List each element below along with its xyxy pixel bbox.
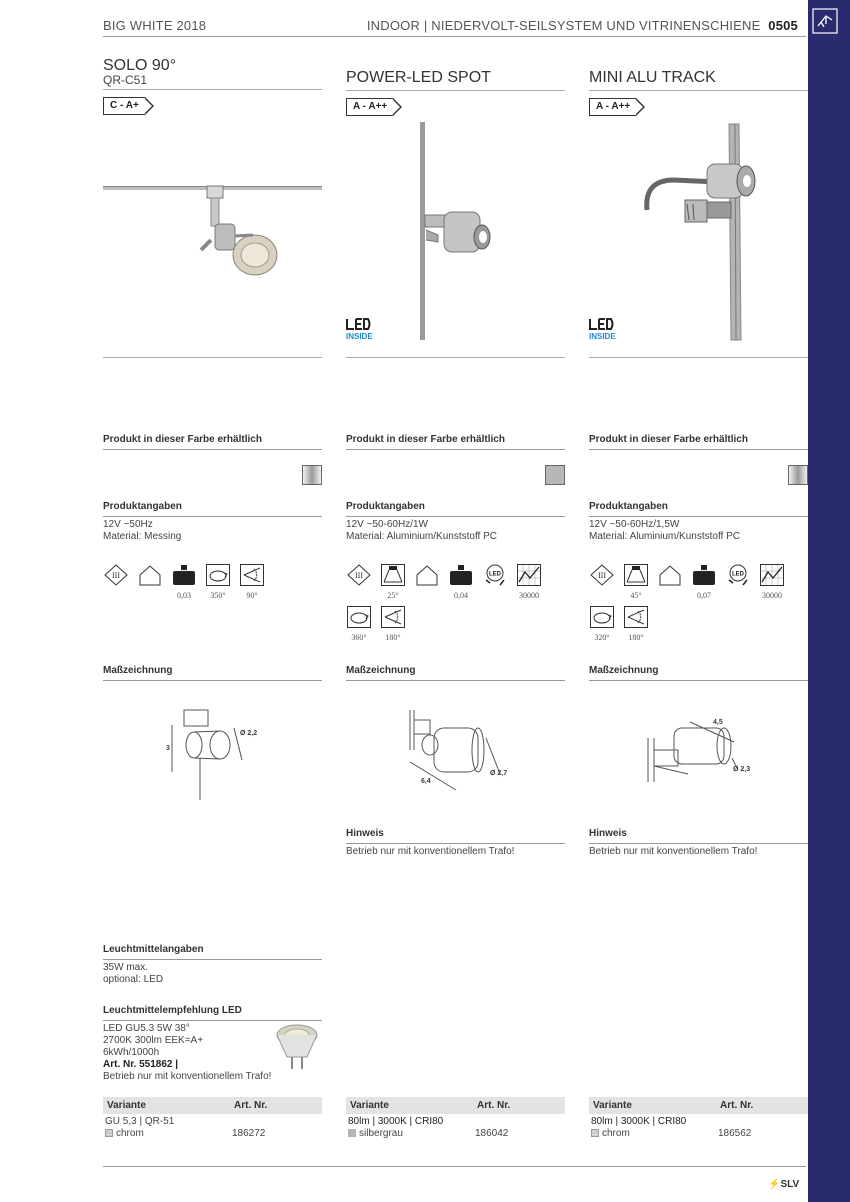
beam-angle-icon: 45°	[623, 564, 649, 600]
beam-angle-icon: 25°	[380, 564, 406, 600]
variant-color-name: silbergrau	[359, 1128, 403, 1139]
weight-icon: 0,04	[448, 564, 474, 600]
catalog-name: BIG WHITE 2018	[103, 18, 207, 33]
variant-table	[589, 1097, 808, 1140]
dimension-diameter: Ø 2,2	[240, 730, 258, 737]
dimension-heading: Maßzeichnung	[346, 665, 565, 681]
header-divider	[103, 36, 806, 37]
rec-line-3: 6kWh/1000h	[103, 1047, 160, 1058]
page-number: 0505	[768, 18, 798, 33]
weight-icon: 0,07	[691, 564, 717, 600]
led-inside-text: INSIDE	[589, 332, 616, 341]
variant-table	[346, 1097, 565, 1140]
product-subtitle: QR-C51	[103, 73, 148, 87]
variant-table-header	[103, 1097, 322, 1114]
col-article: Art. Nr.	[234, 1100, 268, 1111]
dimension-diameter: Ø 2,3	[733, 766, 751, 773]
energy-class	[346, 98, 565, 116]
product-column-power-led	[346, 70, 565, 116]
note-text: Betrieb nur mit konventionellem Trafo!	[346, 846, 515, 857]
indoor-house-icon	[657, 564, 683, 600]
dimension-length: 4,5	[713, 719, 723, 726]
variant-color	[105, 1128, 232, 1140]
specs-heading: Produktangaben	[103, 501, 322, 517]
lifetime-icon: 30000	[516, 564, 542, 600]
table-row	[346, 1116, 565, 1128]
led-inside-badge	[589, 318, 616, 341]
title-divider	[589, 90, 808, 91]
color-heading: Produkt in dieser Farbe erhältlich	[589, 434, 808, 450]
dimension-length: 6,4	[421, 778, 431, 785]
lamp-recommendation	[103, 1023, 271, 1083]
led-inside-badge	[346, 318, 373, 341]
footer-divider	[103, 1166, 806, 1167]
rotation-icon: 320°	[589, 606, 615, 642]
svg-text:LED: LED	[732, 571, 744, 578]
indoor-house-icon	[414, 564, 440, 600]
product-title: POWER-LED SPOT	[346, 69, 491, 86]
specs-list	[346, 519, 497, 543]
variant-color-name: chrom	[602, 1128, 630, 1139]
tilt-icon: 90°	[239, 564, 265, 600]
feature-icons	[346, 564, 571, 642]
spec-material: Material: Messing	[103, 531, 182, 542]
image-divider	[346, 357, 565, 358]
col-article: Art. Nr.	[720, 1100, 754, 1111]
table-row	[589, 1128, 808, 1140]
specs-list	[589, 519, 740, 543]
color-swatch-silvergrey	[545, 465, 565, 485]
specs-list	[103, 519, 181, 543]
col-article: Art. Nr.	[477, 1100, 511, 1111]
variant-table-header	[589, 1097, 808, 1114]
rec-line-2: 2700K 300lm EEK=A+	[103, 1035, 204, 1046]
weight-icon: 0,03	[171, 564, 197, 600]
product-title: SOLO 90°	[103, 57, 177, 74]
specs-heading: Produktangaben	[589, 501, 808, 517]
protection-class-3-icon	[103, 564, 129, 600]
product-column-solo	[103, 58, 322, 115]
table-row	[589, 1116, 808, 1128]
variant-desc: 80lm | 3000K | CRI80	[591, 1116, 687, 1127]
variant-table-header	[346, 1097, 565, 1114]
tilt-icon: 180°	[623, 606, 649, 642]
indoor-house-icon	[137, 564, 163, 600]
dimension-drawing	[400, 700, 520, 800]
rec-line-1: LED GU5.3 5W 38°	[103, 1023, 190, 1034]
tilt-icon: 180°	[380, 606, 406, 642]
variant-desc: 80lm | 3000K | CRI80	[348, 1116, 444, 1127]
variant-desc: GU 5,3 | QR-51	[105, 1116, 175, 1127]
image-divider	[103, 357, 322, 358]
svg-text:III: III	[112, 571, 120, 580]
col-variant: Variante	[107, 1100, 146, 1111]
lamp-info	[103, 962, 163, 986]
led-inside-text: INSIDE	[346, 332, 373, 341]
product-image-solo	[103, 120, 322, 352]
specs-heading: Produktangaben	[346, 501, 565, 517]
lifetime-icon: 30000	[759, 564, 785, 600]
rotation-icon: 350°	[205, 564, 231, 600]
title-divider	[103, 89, 322, 90]
product-image-mini-alu	[589, 120, 808, 352]
color-heading: Produkt in dieser Farbe erhältlich	[103, 434, 322, 450]
brand-name: SLV	[780, 1179, 800, 1190]
lamp-max: 35W max.	[103, 962, 149, 973]
spec-material: Material: Aluminium/Kunststoff PC	[346, 531, 497, 542]
spec-voltage: 12V ~50Hz	[103, 519, 153, 530]
led-lamp-image	[272, 1023, 322, 1071]
sidebar-band	[808, 0, 850, 1202]
dimension-height: 3	[166, 745, 170, 752]
lamp-optional: optional: LED	[103, 974, 164, 985]
led-icon	[725, 564, 751, 600]
table-row	[346, 1128, 565, 1140]
color-swatch-mini	[105, 1129, 113, 1137]
lamp-heading: Leuchtmittelangaben	[103, 944, 322, 960]
color-swatch-chrome	[788, 465, 808, 485]
color-heading: Produkt in dieser Farbe erhältlich	[346, 434, 565, 450]
variant-color	[591, 1128, 718, 1140]
note-text: Betrieb nur mit konventionellem Trafo!	[589, 846, 758, 857]
protection-class-3-icon	[346, 564, 372, 600]
variant-article-number: 186042	[475, 1128, 509, 1139]
rec-article-number: Art. Nr. 551862 |	[103, 1059, 179, 1070]
energy-class-label: A - A++	[589, 98, 636, 116]
note-heading: Hinweis	[346, 828, 565, 844]
section-title-text: INDOOR | NIEDERVOLT-SEILSYSTEM UND VITRINENSCHIENE	[366, 18, 761, 33]
note-heading: Hinweis	[589, 828, 808, 844]
variant-article-number: 186562	[718, 1128, 752, 1139]
led-icon	[482, 564, 508, 600]
table-row	[103, 1128, 322, 1140]
image-divider	[589, 357, 808, 358]
energy-class	[103, 97, 322, 115]
table-row	[103, 1116, 322, 1128]
col-variant: Variante	[593, 1100, 632, 1111]
dimension-drawing	[150, 700, 280, 810]
col-variant: Variante	[350, 1100, 389, 1111]
spec-voltage: 12V ~50-60Hz/1W	[346, 519, 428, 530]
rotation-icon: 360°	[346, 606, 372, 642]
product-image-power-led	[346, 120, 565, 352]
color-swatch-chrome	[302, 465, 322, 485]
rec-note: Betrieb nur mit konventionellem Trafo!	[103, 1071, 272, 1082]
brand-mark-icon: ⚡	[768, 1179, 781, 1190]
svg-text:LED: LED	[489, 571, 501, 578]
brand-logo	[768, 1179, 799, 1190]
spec-voltage: 12V ~50-60Hz/1,5W	[589, 519, 680, 530]
spec-material: Material: Aluminium/Kunststoff PC	[589, 531, 740, 542]
title-divider	[346, 90, 565, 91]
variant-color-name: chrom	[116, 1128, 144, 1139]
feature-icons	[589, 564, 814, 642]
track-system-icon	[812, 8, 838, 34]
color-swatch-mini	[348, 1129, 356, 1137]
variant-color	[348, 1128, 475, 1140]
variant-table	[103, 1097, 322, 1140]
dimension-drawing	[640, 710, 760, 800]
svg-text:III: III	[355, 571, 363, 580]
variant-article-number: 186272	[232, 1128, 266, 1139]
product-column-mini-alu	[589, 70, 808, 116]
product-title: MINI ALU TRACK	[589, 69, 716, 86]
dimension-heading: Maßzeichnung	[103, 665, 322, 681]
dimension-diameter: Ø 2,7	[490, 770, 508, 777]
dimension-heading: Maßzeichnung	[589, 665, 808, 681]
lamp-recommendation-heading: Leuchtmittelempfehlung LED	[103, 1005, 322, 1021]
svg-text:III: III	[598, 571, 606, 580]
energy-class	[589, 98, 808, 116]
energy-class-label: A - A++	[346, 98, 393, 116]
feature-icons	[103, 564, 322, 600]
section-title	[367, 18, 798, 33]
color-swatch-mini	[591, 1129, 599, 1137]
energy-class-label: C - A+	[103, 97, 145, 115]
protection-class-3-icon	[589, 564, 615, 600]
